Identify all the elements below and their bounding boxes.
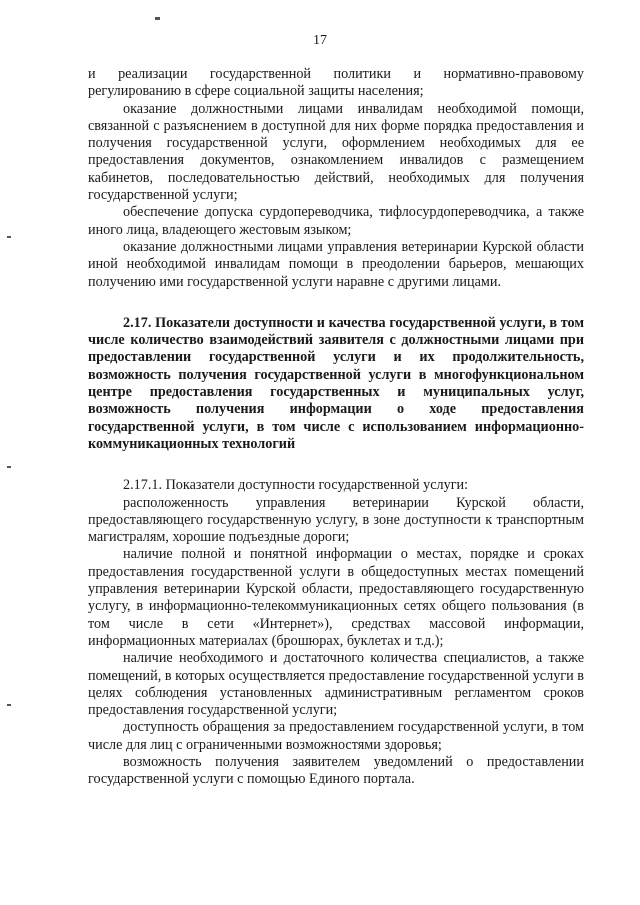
section-heading: 2.17. Показатели доступности и качества государственной услуги, в том числе количество взаимодействий заявителя с должностными лицами при предоставлении государственной услуги и их продолжительность, возможность получения государственной услуги в многофункциональном центре предоставления государственных и муниципальных услуг, возможность получения информации о ходе предоставления государственной услуги, в том числе с использованием информационно-коммуникационных технологий — [88, 314, 584, 452]
document-body — [88, 66, 584, 789]
list-item: наличие полной и понятной информации о местах, порядке и сроках предоставления государственной услуги в общедоступных местах помещений управления ветеринарии Курской области, предоставляющего государственную услугу, в информационно-телекоммуникационных сетях общего пользования (в том числе в сети «Интернет»), средствах массовой информации, информационных материалах (брошюрах, буклетах и т.д.); — [88, 546, 584, 649]
subsection-title: 2.17.1. Показатели доступности государственной услуги: — [123, 477, 469, 494]
scan-mark-left-1 — [7, 236, 11, 238]
list-item: доступность обращения за предоставлением государственной услуги, в том числе для лиц с ограниченными возможностями здоровья; — [88, 719, 584, 753]
scan-mark-left-3 — [7, 704, 11, 706]
paragraph-barriers: оказание должностными лицами управления ветеринарии Курской области иной необходимой инвалидам помощи в преодолении барьеров, мешающих получению ими государственной услуги наравне с другими лицами. — [88, 238, 584, 290]
paragraph-continuation: и реализации государственной политики и нормативно-правовому регулированию в сфере социальной защиты населения; — [88, 66, 584, 100]
page-number: 17 — [313, 33, 327, 48]
list-item: возможность получения заявителем уведомлений о предоставлении государственной услуги с помощью Единого портала. — [88, 753, 584, 788]
paragraph-assistance: оказание должностными лицами инвалидам необходимой помощи, связанной с разъяснением в доступной для них форме порядка предоставления и получения государственной услуги, оформлением необходимых для ее предоставления документов, ознакомлением инвалидов с размещением кабинетов, последовательностью действий, необходимых для получения государственной услуги; — [88, 100, 584, 204]
list-item: наличие необходимого и достаточного количества специалистов, а также помещений, в которых осуществляется предоставление государственной услуги в целях соблюдения установленных административным регламентом сроков предоставления государственной услуги; — [88, 650, 584, 719]
paragraph-interpreter: обеспечение допуска сурдопереводчика, тифлосурдопереводчика, а также иного лица, владеющего жестовым языком; — [88, 204, 584, 238]
list-item: расположенность управления ветеринарии Курской области, предоставляющего государственную услугу, в зоне доступности к транспортным магистралям, хорошие подъездные дороги; — [88, 494, 584, 546]
scan-mark-left-2 — [7, 466, 11, 468]
scan-mark-top — [155, 17, 160, 20]
